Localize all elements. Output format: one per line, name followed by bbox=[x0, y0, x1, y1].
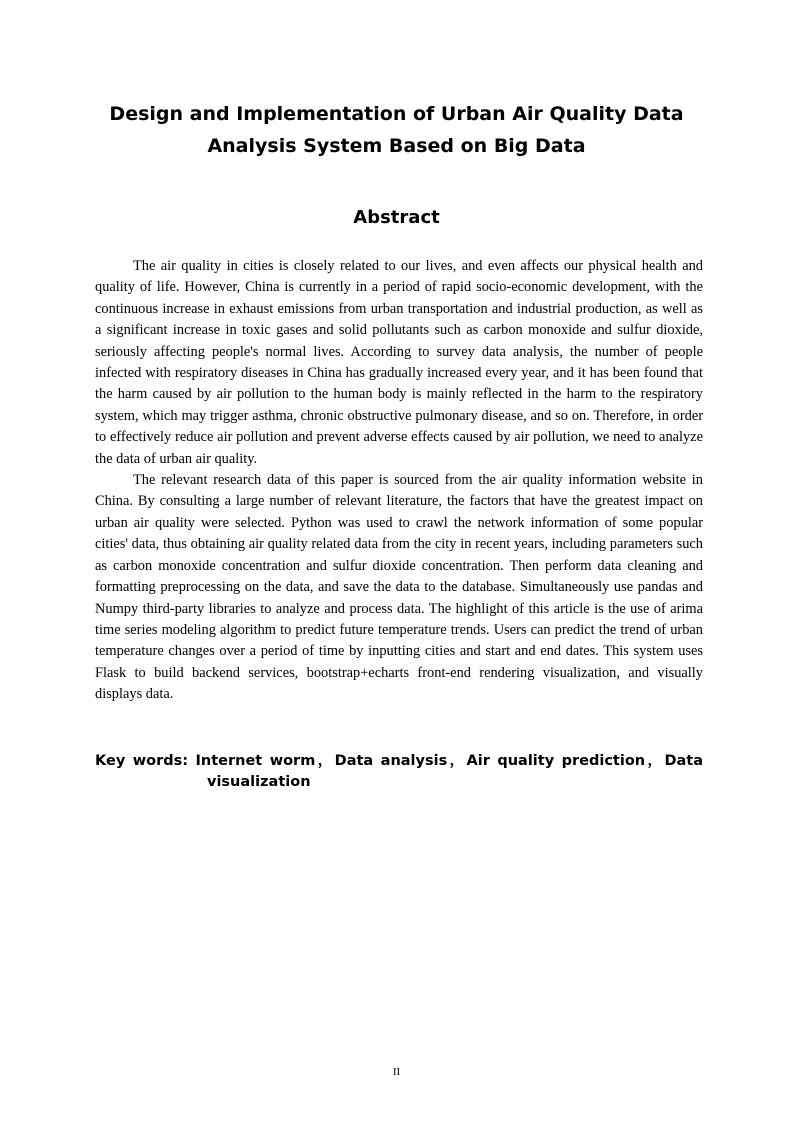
abstract-heading: Abstract bbox=[353, 207, 440, 228]
paper-title-line-1: Design and Implementation of Urban Air Quality Data bbox=[109, 103, 684, 125]
abstract-paragraph-1: The air quality in cities is closely related to our lives, and even affects our physical health and quality of life. However, China is currently in a period of rapid socio-economic development, with the continuous increase in exhaust emissions from urban transportation and industrial production, as well as a significant increase in toxic gases and solid pollutants such as carbon monoxide and sulfur dioxide, seriously affecting people's normal lives. According to survey data analysis, the number of people infected with respiratory diseases in China has gradually increased every year, and it has been found that the harm caused by air pollution to the human body is mainly reflected in the harm to the respiratory system, which may trigger asthma, chronic obstructive pulmonary disease, and so on. Therefore, in order to effectively reduce air pollution and prevent adverse effects caused by air pollution, we need to analyze the data of urban air quality. bbox=[95, 258, 703, 467]
paper-title bbox=[60, 98, 733, 162]
paper-title-line-2: Analysis System Based on Big Data bbox=[207, 135, 586, 157]
keywords-line: Key words: Internet worm，Data analysis，Air quality prediction，Data visualization bbox=[95, 753, 703, 790]
page-number: II bbox=[392, 1066, 401, 1078]
abstract-body bbox=[95, 256, 703, 706]
abstract-paragraph-2: The relevant research data of this paper is sourced from the air quality information website in China. By consulting a large number of relevant literature, the factors that have the greatest impact on urban air quality were selected. Python was used to crawl the network information of some popular cities' data, thus obtaining air quality related data from the city in recent years, including parameters such as carbon monoxide concentration and sulfur dioxide concentration. Then perform data cleaning and formatting preprocessing on the data, and save the data to the database. Simultaneously use pandas and Numpy third-party libraries to analyze and process data. The highlight of this article is the use of arima time series modeling algorithm to predict future temperature trends. Users can predict the trend of urban temperature changes over a period of time by inputting cities and start and end dates. This system uses Flask to build backend services, bootstrap+echarts front-end rendering visualization, and visually displays data. bbox=[95, 472, 703, 703]
